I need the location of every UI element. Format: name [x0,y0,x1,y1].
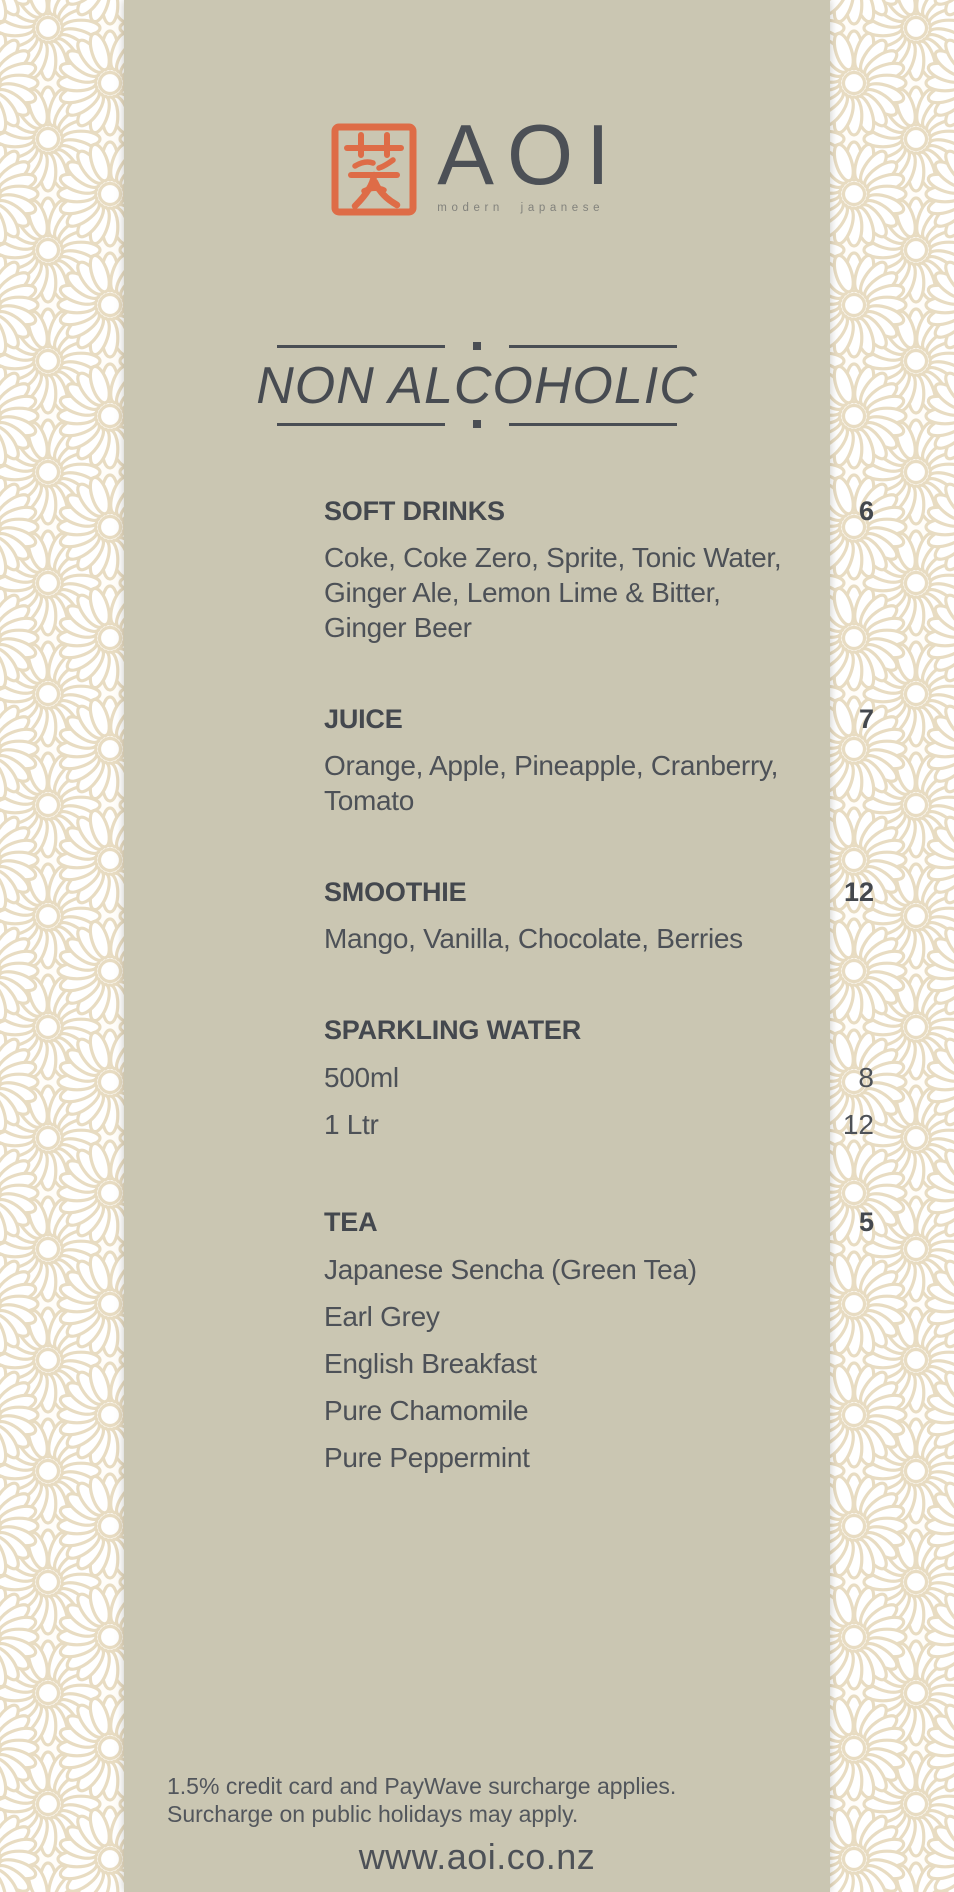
description-line: Ginger Beer [324,612,472,643]
rule-segment [509,345,677,348]
section-header [324,1013,874,1048]
description-line: Orange, Apple, Pineapple, Cranberry, [324,750,779,781]
item-name: Pure Peppermint [324,1442,530,1473]
menu-item [324,1340,874,1387]
website-url: www.aoi.co.nz [358,1836,596,1877]
description-line: Tomato [324,785,415,816]
menu-item [324,1387,874,1434]
section-price: 7 [858,704,874,734]
menu-section [324,494,874,645]
brand-wordmark [437,108,623,214]
item-price: 8 [858,1062,874,1093]
section-name: JUICE [324,704,403,734]
section-description [324,921,874,956]
menu-item [324,1246,874,1293]
rule-segment [277,345,445,348]
surcharge-note-line: 1.5% credit card and PayWave surcharge applies. [167,1773,677,1799]
menu-item [324,1054,874,1101]
menu-item [324,1101,874,1148]
item-name: Japanese Sencha (Green Tea) [324,1254,697,1285]
menu-section [324,1205,874,1481]
brand-tagline: modern japanese [437,202,605,214]
section-name: SMOOTHIE [324,877,467,907]
rule-segment [277,423,445,426]
menu-sections [324,494,874,1481]
heading-rule-bottom [124,420,830,428]
rule-segment [509,423,677,426]
section-header [324,494,874,529]
section-price: 12 [843,877,874,907]
page-title: NON ALCOHOLIC [256,357,698,415]
aoi-seal-icon [331,122,418,217]
item-name: English Breakfast [324,1348,537,1379]
menu-section [324,702,874,818]
item-name: Pure Chamomile [324,1395,529,1426]
section-items [324,1054,874,1148]
section-items [324,1246,874,1481]
section-header [324,702,874,737]
menu-section [324,875,874,956]
section-name: SPARKLING WATER [324,1015,581,1045]
description-line: Ginger Ale, Lemon Lime & Bitter, [324,577,721,608]
section-description [324,540,874,645]
section-header [324,875,874,910]
description-line: Mango, Vanilla, Chocolate, Berries [324,923,743,954]
menu-section [324,1013,874,1148]
page-heading-block [124,342,830,428]
menu-item [324,1434,874,1481]
brand-logo [124,0,830,217]
section-price: 6 [858,496,874,526]
section-header [324,1205,874,1240]
menu-panel [124,0,874,1892]
rule-dot [473,420,481,428]
item-price: 12 [842,1109,874,1140]
item-name: 1 Ltr [324,1109,379,1140]
section-name: SOFT DRINKS [324,496,505,526]
item-name: 500ml [324,1062,399,1093]
menu-item [324,1293,874,1340]
rule-dot [473,342,481,350]
section-price: 5 [858,1207,874,1237]
item-name: Earl Grey [324,1301,440,1332]
heading-rule-top [124,342,830,350]
section-name: TEA [324,1207,378,1237]
section-description [324,748,874,818]
brand-name: AOI [437,108,623,203]
surcharge-note [167,1772,676,1828]
surcharge-note-line: Surcharge on public holidays may apply. [167,1801,579,1827]
description-line: Coke, Coke Zero, Sprite, Tonic Water, [324,542,782,573]
